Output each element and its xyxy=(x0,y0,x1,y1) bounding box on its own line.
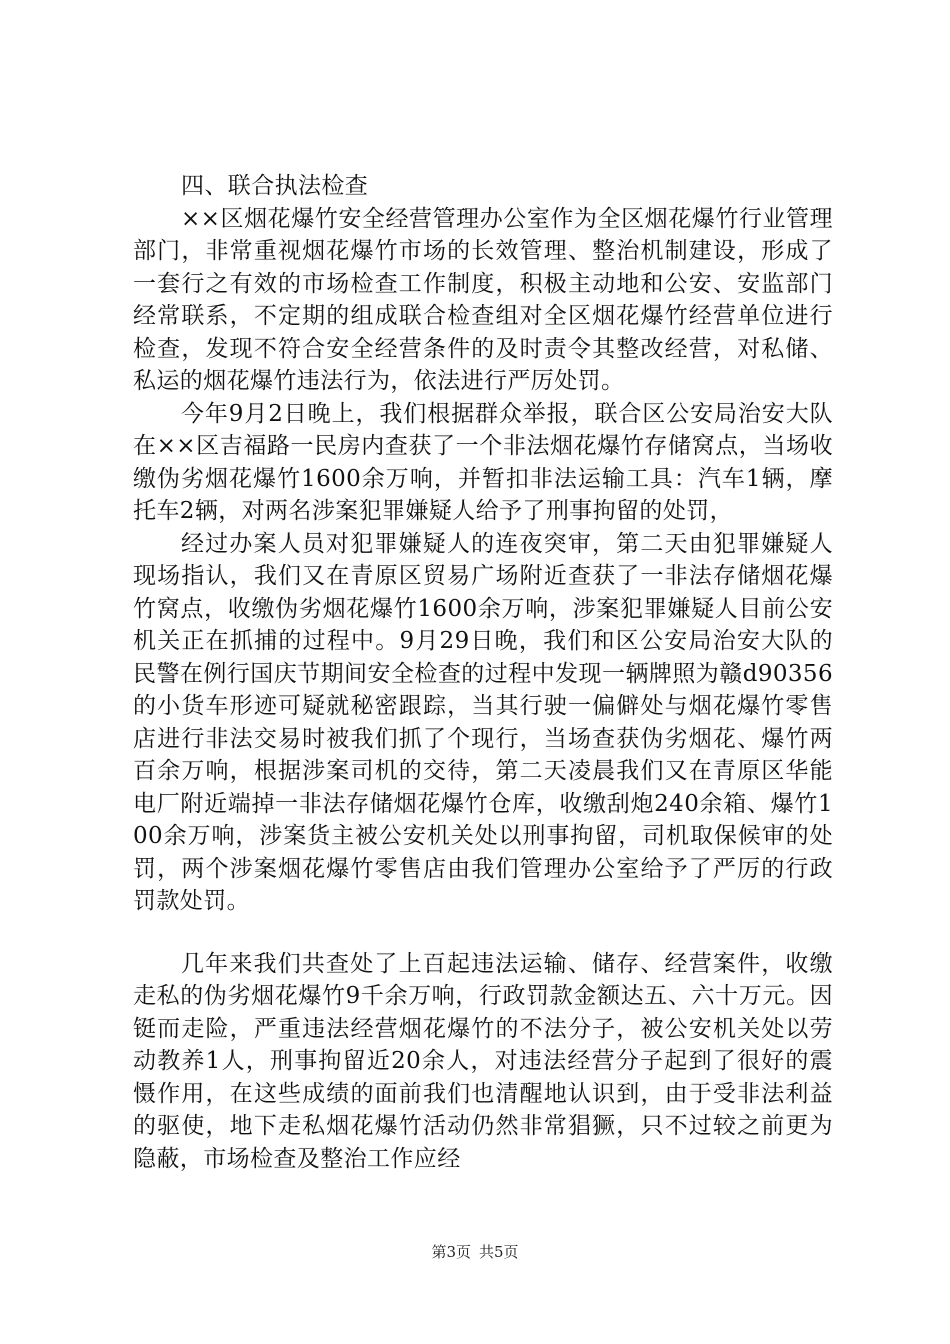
paragraph-3: 经过办案人员对犯罪嫌疑人的连夜突审，第二天由犯罪嫌疑人现场指认，我们又在青原区贸易广场附近查获了一非法存储烟花爆竹窝点，收缴伪劣烟花爆竹1600余万响，涉案犯罪嫌疑人目前公安机关正在抓捕的过程中。9月29日晚，我们和区公安局治安大队的民警在例行国庆节期间安全检查的过程中发现一辆牌照为赣d90356的小货车形迹可疑就秘密跟踪，当其行驶一偏僻处与烟花爆竹零售店进行非法交易时被我们抓了个现行，当场查获伪劣烟花、爆竹两百余万响，根据涉案司机的交待，第二天凌晨我们又在青原区华能电厂附近端掉一非法存储烟花爆竹仓库，收缴刮炮240余箱、爆竹100余万响，涉案货主被公安机关处以刑事拘留，司机取保候审的处罚，两个涉案烟花爆竹零售店由我们管理办公室给予了严厉的行政罚款处罚。 xyxy=(133,530,833,914)
paragraph-4: 几年来我们共查处了上百起违法运输、储存、经营案件，收缴走私的伪劣烟花爆竹9千余万响，行政罚款金额达五、六十万元。因铤而走险，严重违法经营烟花爆竹的不法分子，被公安机关处以劳动教养1人，刑事拘留近20余人，对违法经营分子起到了很好的震慑作用，在这些成绩的面前我们也清醒地认识到，由于受非法利益的驱使，地下走私烟花爆竹活动仍然非常猖獗，只不过较之前更为隐蔽，市场检查及整治工作应经 xyxy=(133,950,833,1172)
page-number-current: 第3页 xyxy=(431,1243,471,1261)
paragraph-1: ××区烟花爆竹安全经营管理办公室作为全区烟花爆竹行业管理部门，非常重视烟花爆竹市场的长效管理、整治机制建设，形成了一套行之有效的市场检查工作制度，积极主动地和公安、安监部门经常联系，不定期的组成联合检查组对全区烟花爆竹经营单位进行检查，发现不符合安全经营条件的及时责令其整改经营，对私储、私运的烟花爆竹违法行为，依法进行严厉处罚。 xyxy=(133,205,833,394)
section-heading: 四、联合执法检查 xyxy=(181,173,369,199)
page-footer xyxy=(0,1241,950,1262)
paragraph-2: 今年9月2日晚上，我们根据群众举报，联合区公安局治安大队在××区吉福路一民房内查获了一个非法烟花爆竹存储窝点，当场收缴伪劣烟花爆竹1600余万响，并暂扣非法运输工具：汽车1辆，摩托车2辆，对两名涉案犯罪嫌疑人给予了刑事拘留的处罚， xyxy=(133,400,833,524)
page-number-total: 共5页 xyxy=(479,1243,519,1261)
document-body xyxy=(133,170,833,1175)
